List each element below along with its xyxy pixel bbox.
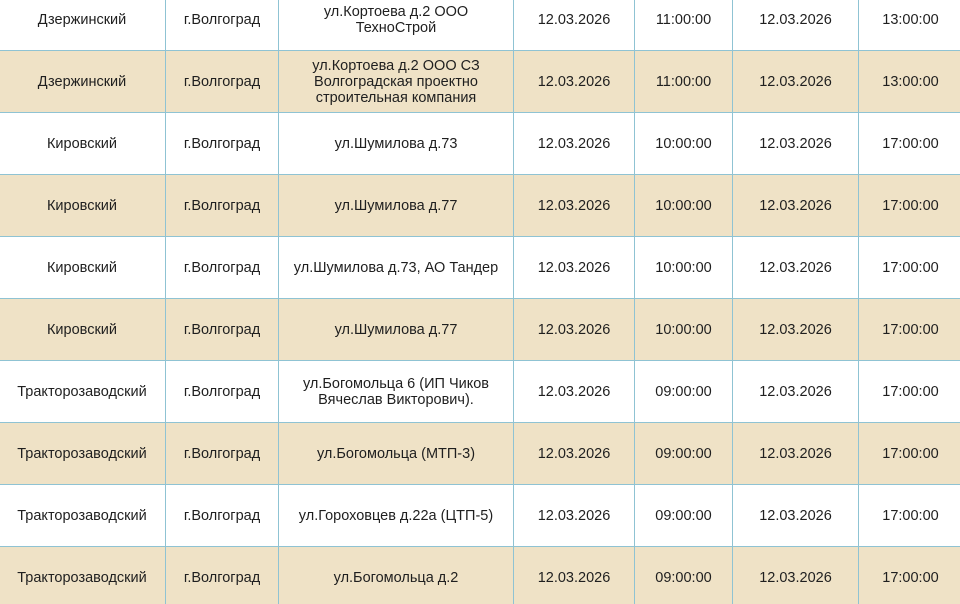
- city-cell: г.Волгоград: [166, 0, 279, 51]
- end-date-cell: 12.03.2026: [733, 423, 859, 485]
- start-date-cell: 12.03.2026: [514, 423, 635, 485]
- address-cell: ул.Шумилова д.73: [279, 113, 514, 175]
- district-cell: Тракторозаводский: [0, 485, 166, 547]
- city-cell: г.Волгоград: [166, 175, 279, 237]
- start-time-cell: 09:00:00: [635, 361, 733, 423]
- start-time-cell: 10:00:00: [635, 299, 733, 361]
- district-cell: Тракторозаводский: [0, 547, 166, 604]
- end-date-cell: 12.03.2026: [733, 237, 859, 299]
- end-date-cell: 12.03.2026: [733, 0, 859, 51]
- start-date-cell: 12.03.2026: [514, 299, 635, 361]
- city-cell: г.Волгоград: [166, 51, 279, 113]
- table-row: [0, 361, 960, 423]
- start-time-cell: 11:00:00: [635, 0, 733, 51]
- end-time-cell: 17:00:00: [859, 547, 960, 604]
- start-date-cell: 12.03.2026: [514, 485, 635, 547]
- district-cell: Дзержинский: [0, 51, 166, 113]
- start-time-cell: 10:00:00: [635, 237, 733, 299]
- district-cell: Кировский: [0, 175, 166, 237]
- end-date-cell: 12.03.2026: [733, 299, 859, 361]
- district-cell: Тракторозаводский: [0, 423, 166, 485]
- address-cell: ул.Шумилова д.77: [279, 175, 514, 237]
- end-time-cell: 17:00:00: [859, 175, 960, 237]
- address-cell: ул.Богомольца 6 (ИП Чиков Вячеслав Викторович).: [279, 361, 514, 423]
- table-row: [0, 0, 960, 51]
- city-cell: г.Волгоград: [166, 237, 279, 299]
- address-cell: ул.Богомольца (МТП-3): [279, 423, 514, 485]
- end-date-cell: 12.03.2026: [733, 113, 859, 175]
- table-row: [0, 175, 960, 237]
- end-date-cell: 12.03.2026: [733, 175, 859, 237]
- table-row: [0, 547, 960, 604]
- end-time-cell: 13:00:00: [859, 51, 960, 113]
- end-date-cell: 12.03.2026: [733, 51, 859, 113]
- district-cell: Дзержинский: [0, 0, 166, 51]
- city-cell: г.Волгоград: [166, 423, 279, 485]
- city-cell: г.Волгоград: [166, 485, 279, 547]
- start-date-cell: 12.03.2026: [514, 361, 635, 423]
- start-date-cell: 12.03.2026: [514, 547, 635, 604]
- start-date-cell: 12.03.2026: [514, 237, 635, 299]
- start-time-cell: 11:00:00: [635, 51, 733, 113]
- start-time-cell: 09:00:00: [635, 423, 733, 485]
- end-time-cell: 17:00:00: [859, 485, 960, 547]
- table-row: [0, 423, 960, 485]
- start-time-cell: 10:00:00: [635, 113, 733, 175]
- table-row: [0, 113, 960, 175]
- start-date-cell: 12.03.2026: [514, 113, 635, 175]
- table-row: [0, 51, 960, 113]
- start-date-cell: 12.03.2026: [514, 175, 635, 237]
- end-time-cell: 17:00:00: [859, 237, 960, 299]
- district-cell: Кировский: [0, 299, 166, 361]
- address-cell: ул.Кортоева д.2 ООО СЗ Волгоградская проектно строительная компания: [279, 51, 514, 113]
- table-row: [0, 485, 960, 547]
- start-date-cell: 12.03.2026: [514, 0, 635, 51]
- table-row: [0, 237, 960, 299]
- city-cell: г.Волгоград: [166, 547, 279, 604]
- start-time-cell: 10:00:00: [635, 175, 733, 237]
- end-time-cell: 13:00:00: [859, 0, 960, 51]
- district-cell: Тракторозаводский: [0, 361, 166, 423]
- end-date-cell: 12.03.2026: [733, 547, 859, 604]
- start-time-cell: 09:00:00: [635, 547, 733, 604]
- city-cell: г.Волгоград: [166, 361, 279, 423]
- address-cell: ул.Гороховцев д.22а (ЦТП-5): [279, 485, 514, 547]
- district-cell: Кировский: [0, 237, 166, 299]
- end-time-cell: 17:00:00: [859, 361, 960, 423]
- end-time-cell: 17:00:00: [859, 113, 960, 175]
- address-cell: ул.Шумилова д.73, АО Тандер: [279, 237, 514, 299]
- start-time-cell: 09:00:00: [635, 485, 733, 547]
- city-cell: г.Волгоград: [166, 299, 279, 361]
- address-cell: ул.Шумилова д.77: [279, 299, 514, 361]
- end-date-cell: 12.03.2026: [733, 361, 859, 423]
- district-cell: Кировский: [0, 113, 166, 175]
- start-date-cell: 12.03.2026: [514, 51, 635, 113]
- address-cell: ул.Кортоева д.2 ООО ТехноСтрой: [279, 0, 514, 51]
- end-time-cell: 17:00:00: [859, 299, 960, 361]
- end-time-cell: 17:00:00: [859, 423, 960, 485]
- city-cell: г.Волгоград: [166, 113, 279, 175]
- address-cell: ул.Богомольца д.2: [279, 547, 514, 604]
- table-row: [0, 299, 960, 361]
- end-date-cell: 12.03.2026: [733, 485, 859, 547]
